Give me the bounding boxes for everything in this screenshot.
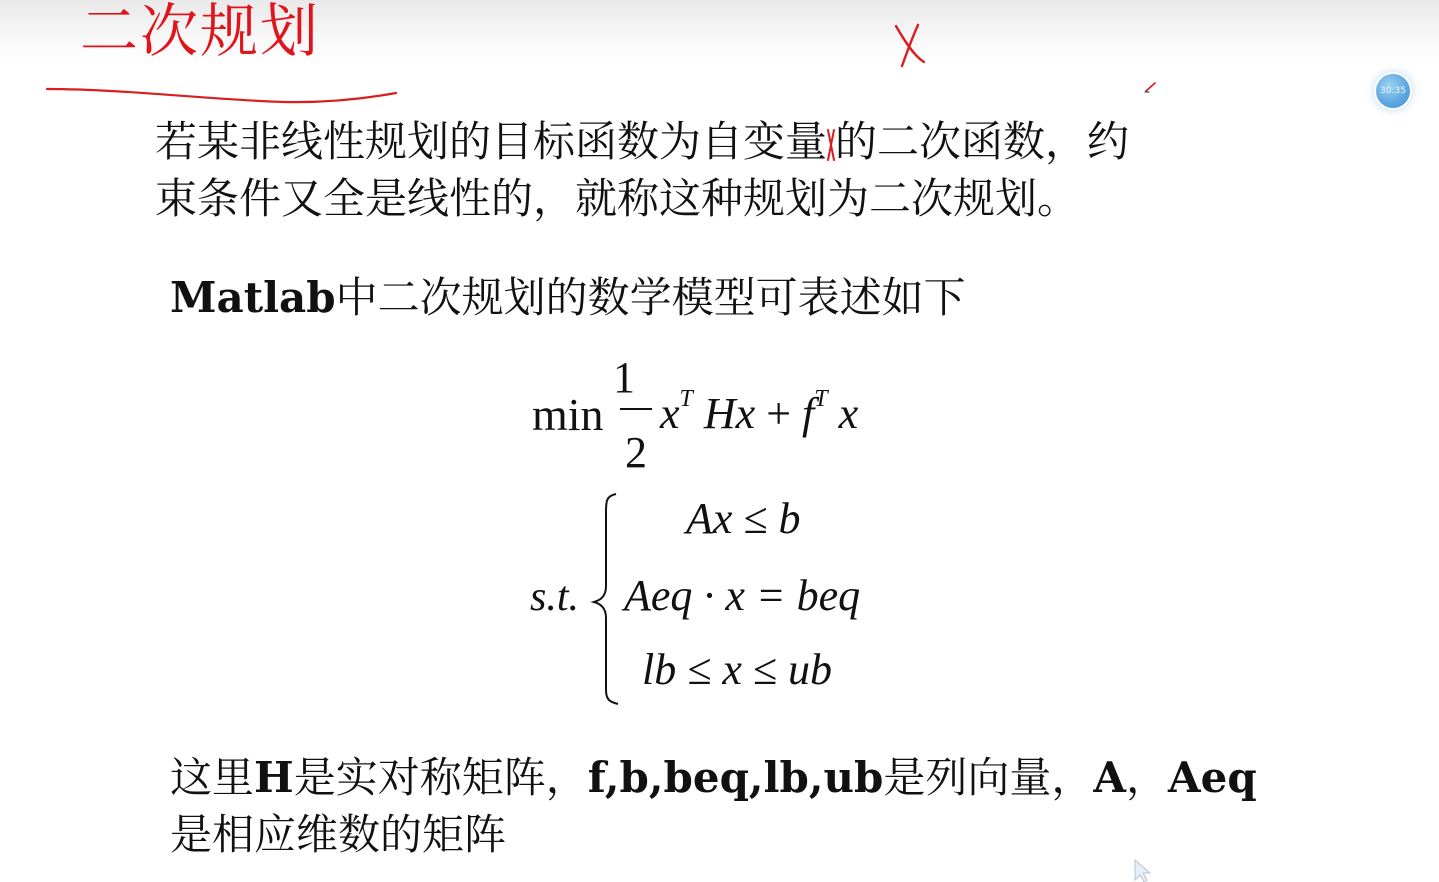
handwritten-underline bbox=[44, 80, 404, 110]
timer-text: 30:35 bbox=[1380, 86, 1406, 96]
heading-cjk: 中二次规划的数学模型可表述如下 bbox=[335, 273, 966, 322]
min-operator: min bbox=[532, 389, 604, 440]
pen-tick-mark bbox=[1143, 80, 1159, 94]
objective-expression: $x^T$ $Hx + f^T$ x bbox=[660, 386, 859, 438]
timer-badge[interactable] bbox=[1376, 74, 1410, 108]
st-label: s.t. bbox=[530, 574, 580, 620]
handwritten-x-variable bbox=[827, 122, 835, 162]
fraction-numerator: 1 bbox=[613, 353, 635, 402]
qp-formula bbox=[510, 350, 930, 710]
footer-seg-Aeq: Aeq bbox=[1168, 753, 1257, 802]
constraint-inequality: Ax ≤ b bbox=[686, 494, 801, 543]
heading-latin: Matlab bbox=[170, 273, 336, 322]
definition-text-b: 的二次函数，约 bbox=[835, 117, 1130, 166]
slide-title: 二次规划 bbox=[80, 0, 321, 65]
handwritten-x-mark bbox=[888, 18, 934, 70]
definition-line-2: 束条件又全是线性的，就称这种规划为二次规划。 bbox=[155, 174, 1080, 223]
footer-line-1 bbox=[170, 750, 1257, 806]
fraction-denominator: 2 bbox=[625, 428, 647, 477]
mouse-cursor-icon bbox=[1133, 858, 1153, 882]
footer-seg-6: ， bbox=[1126, 753, 1169, 802]
footer-line-2: 是相应维数的矩阵 bbox=[170, 810, 507, 859]
footer-seg-4: 是列向量， bbox=[883, 753, 1094, 802]
footer-seg-2: 是实对称矩阵， bbox=[293, 753, 588, 802]
footer-seg-A: A bbox=[1093, 753, 1127, 802]
constraint-bounds: lb ≤ x ≤ ub bbox=[642, 645, 833, 694]
constraint-equality: Aeq · x = beq bbox=[624, 571, 861, 620]
footer-seg-vectors: f,b,beq,lb,ub bbox=[587, 753, 884, 802]
footer-seg-0: 这里 bbox=[170, 753, 255, 802]
definition-line-1 bbox=[155, 114, 1129, 170]
footer-seg-H: H bbox=[254, 753, 294, 802]
constraint-brace bbox=[594, 494, 618, 704]
model-heading bbox=[170, 270, 966, 326]
definition-text-a: 若某非线性规划的目标函数为自变量 bbox=[155, 117, 828, 166]
